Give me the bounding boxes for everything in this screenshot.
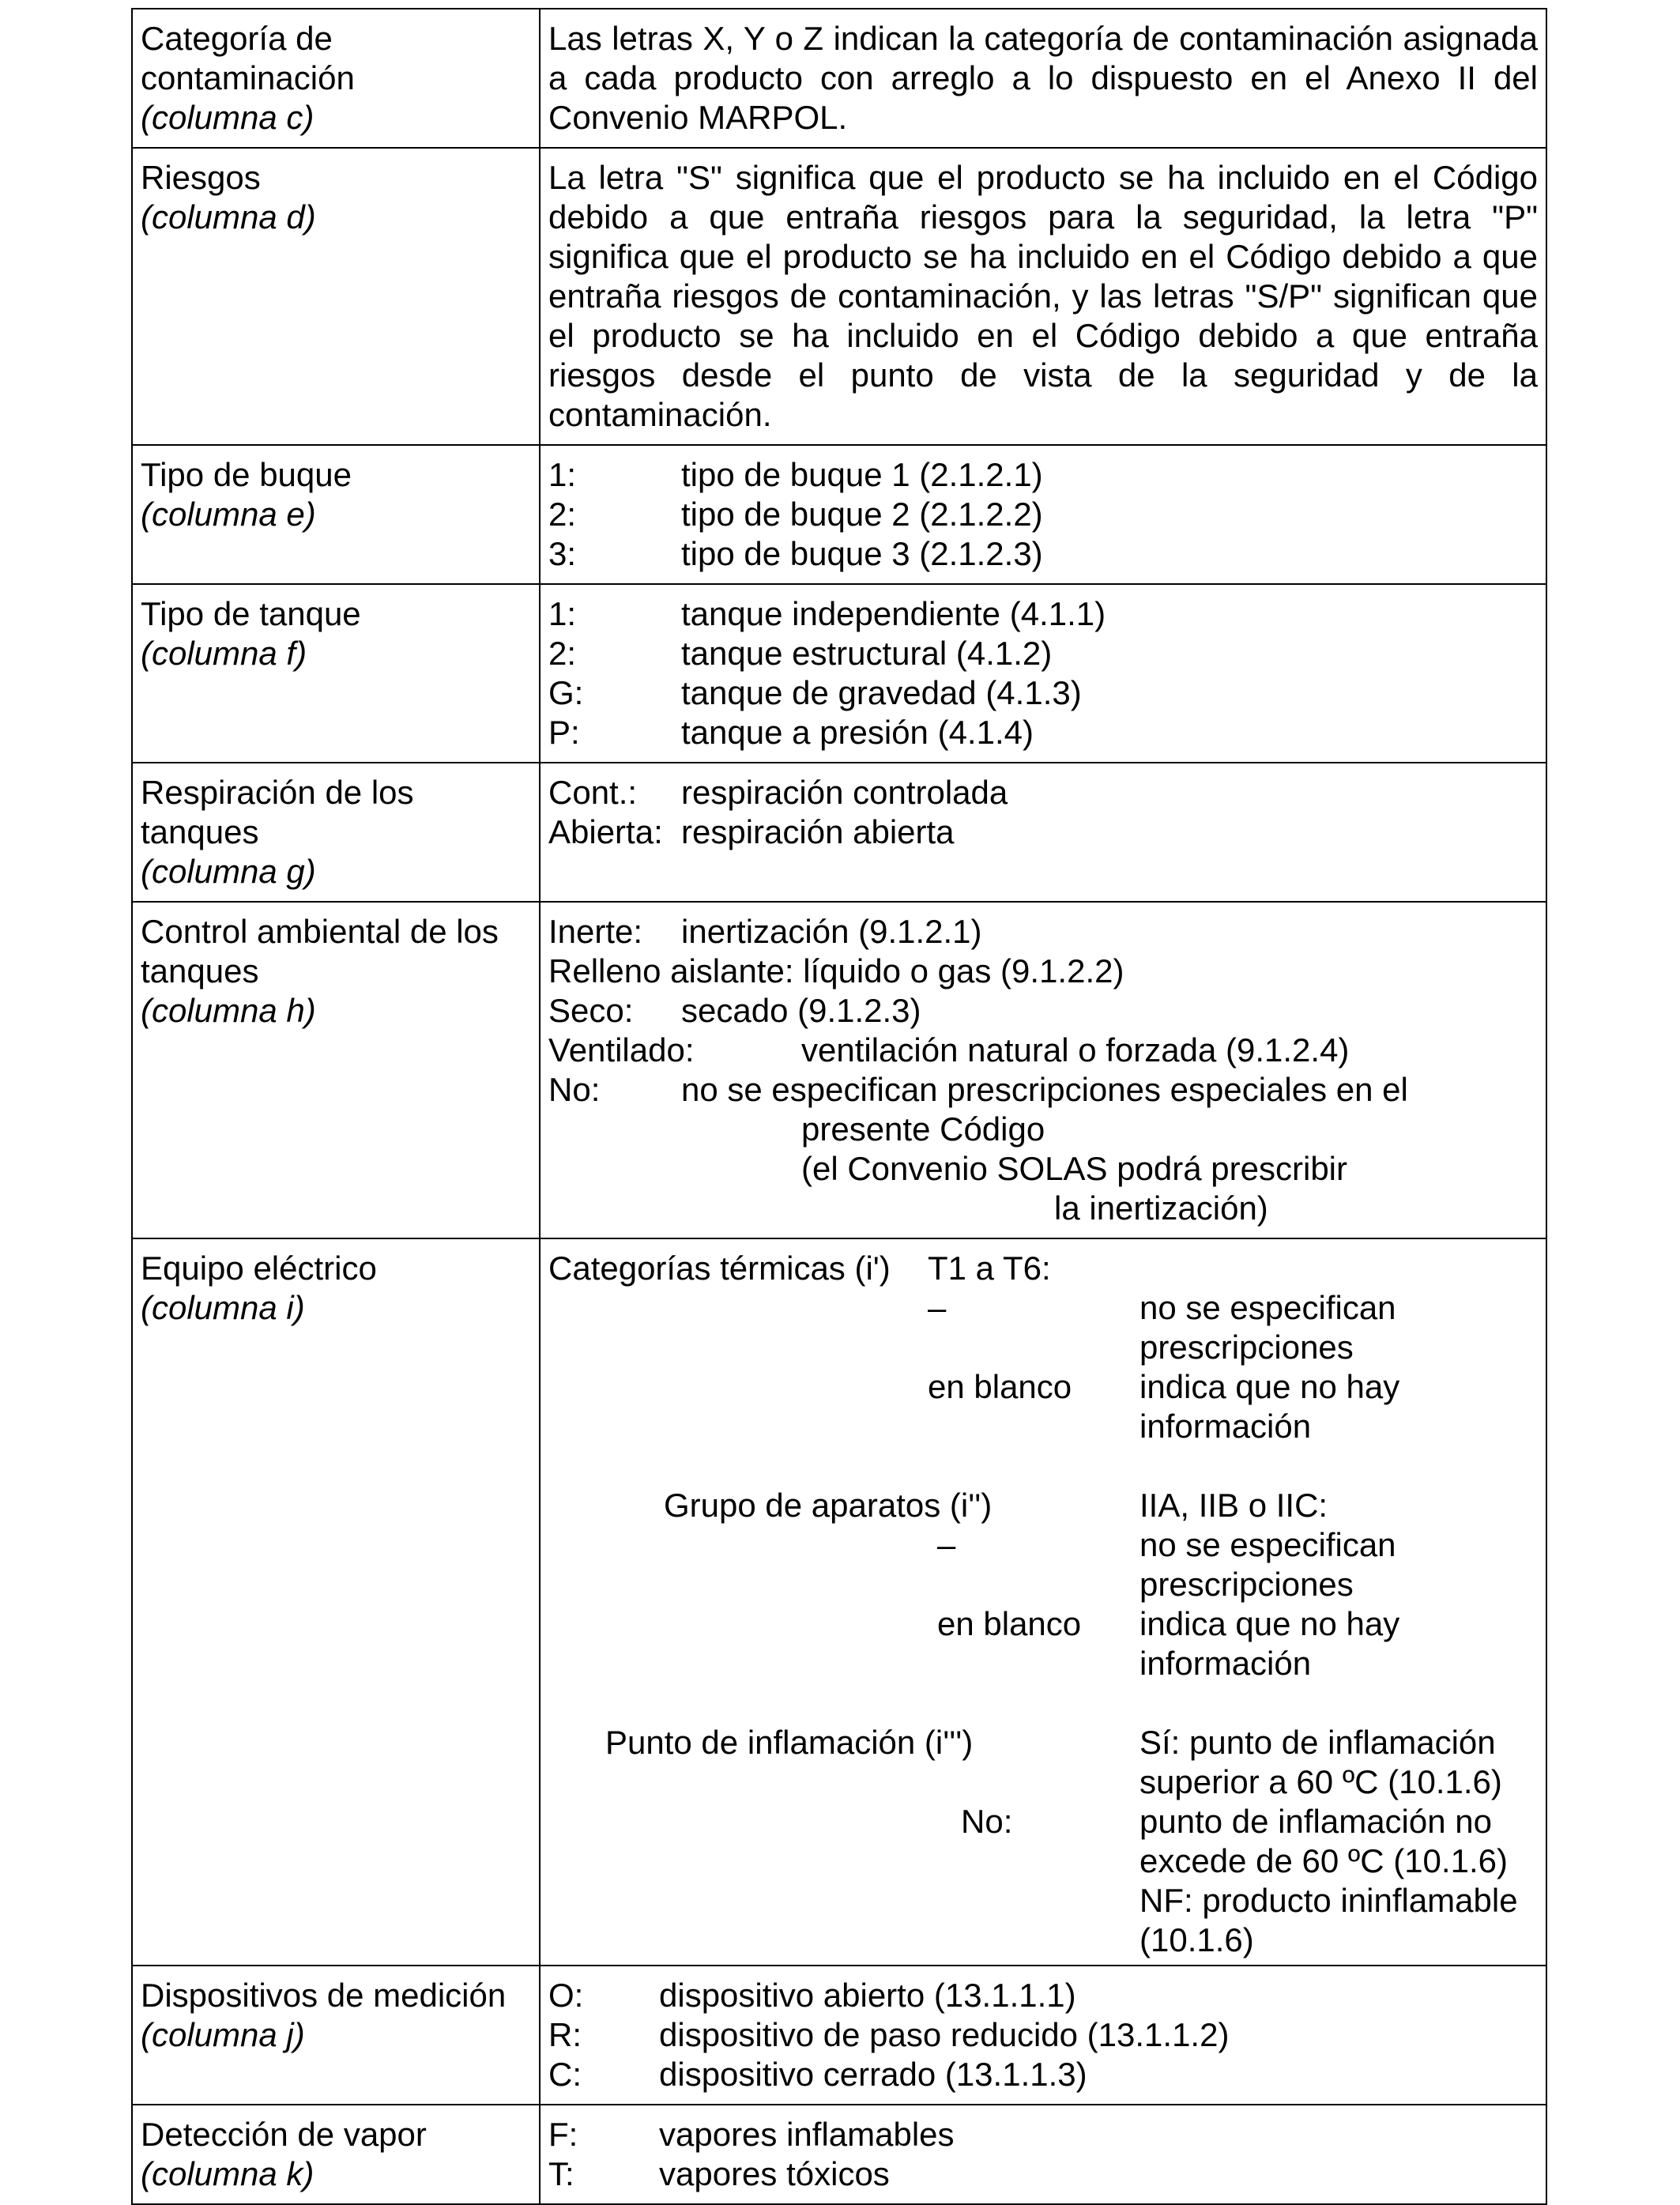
- row-content-cell: [540, 1966, 1546, 2105]
- list-item: [548, 673, 1538, 713]
- row-column-ref: (columna e): [141, 496, 316, 533]
- row-content-cell: [540, 584, 1546, 763]
- item-continuation: (el Convenio SOLAS podrá prescribir: [801, 1150, 1347, 1187]
- value-text: superior a 60 ºC (10.1.6): [1139, 1763, 1502, 1800]
- row-label-cell: [132, 148, 540, 445]
- list-item: [548, 534, 1538, 574]
- row-label: Dispositivos de medición: [141, 1977, 507, 2014]
- row-column-ref: (columna j): [141, 2016, 305, 2053]
- item-key: 3:: [548, 535, 577, 572]
- row-label: Detección de vapor: [141, 2116, 427, 2153]
- row-column-ref: (columna f): [141, 635, 307, 672]
- dash-key: –: [937, 1526, 956, 1563]
- row-description: Las letras X, Y o Z indican la categoría de contaminación asignada a cada producto con arreglo a lo dispuesto en el Anexo II del Convenio MARPOL.: [548, 20, 1538, 136]
- row-description: La letra "S" significa que el producto se ha incluido en el Código debido a que entraña riesgos para la seguridad, la letra "P" significa que el producto se ha incluido en el Código debido a que entraña riesgos de contaminación, y las letras "S/P" significan que el producto se ha incluido en el Código debido a que entraña riesgos desde el punto de vista de la seguridad y de la contaminación.: [548, 159, 1538, 433]
- item-value: ventilación natural o forzada (9.1.2.4): [801, 1031, 1350, 1069]
- apparatus-group-label: Grupo de aparatos (i''): [664, 1487, 993, 1524]
- item-value: tanque de gravedad (4.1.3): [681, 674, 1082, 711]
- value-text: prescripciones: [1139, 1566, 1354, 1603]
- list-item: [548, 2154, 1538, 2194]
- row-label-cell: [132, 445, 540, 584]
- electrical-equipment-block: [548, 1249, 1538, 1958]
- row-column-ref: (columna i): [141, 1289, 305, 1326]
- row-column-ref: (columna c): [141, 99, 315, 136]
- list-item: [548, 1031, 1538, 1070]
- list-item: [548, 812, 1538, 852]
- table-row: [132, 9, 1546, 148]
- item-key: G:: [548, 674, 584, 711]
- item-key: Abierta:: [548, 813, 663, 850]
- row-column-ref: (columna d): [141, 198, 316, 236]
- item-key: R:: [548, 2016, 582, 2053]
- value-text: excede de 60 ºC (10.1.6): [1139, 1842, 1508, 1879]
- list-item: [548, 2115, 1538, 2154]
- item-key: 1:: [548, 595, 577, 632]
- table-row: [132, 902, 1546, 1238]
- row-content-cell: [540, 148, 1546, 445]
- item-key: Inerte:: [548, 913, 643, 950]
- table-row: [132, 763, 1546, 902]
- row-label-cell: [132, 902, 540, 1238]
- row-column-ref: (columna h): [141, 992, 316, 1029]
- item-value: tanque a presión (4.1.4): [681, 714, 1034, 751]
- value-text: información: [1139, 1645, 1312, 1682]
- value-text: prescripciones: [1139, 1329, 1354, 1366]
- definitions-table: [131, 8, 1547, 2205]
- table-row: [132, 148, 1546, 445]
- list-item: [548, 594, 1538, 634]
- row-label-cell: [132, 2105, 540, 2204]
- table-row: [132, 1238, 1546, 1966]
- item-value: no se especifican prescripciones especiales en el: [681, 1071, 1408, 1108]
- item-value: vapores inflamables: [659, 2116, 955, 2153]
- item-continuation: presente Código: [801, 1110, 1045, 1148]
- row-label: Categoría de contaminación: [141, 20, 355, 96]
- row-content-cell: [540, 445, 1546, 584]
- item-key: O:: [548, 1977, 584, 2014]
- item-value: dispositivo cerrado (13.1.1.3): [659, 2056, 1087, 2093]
- row-label-cell: [132, 584, 540, 763]
- list-item: [548, 991, 1538, 1031]
- item-value: respiración abierta: [681, 813, 955, 850]
- list-item: [548, 773, 1538, 812]
- item-value: tipo de buque 3 (2.1.2.3): [681, 535, 1043, 572]
- value-text: no se especifican: [1139, 1289, 1396, 1326]
- item-key: F:: [548, 2116, 578, 2153]
- item-continuation: la inertización): [1054, 1189, 1268, 1227]
- blank-key: en blanco: [928, 1368, 1072, 1405]
- table-row: [132, 445, 1546, 584]
- item-value: tanque independiente (4.1.1): [681, 595, 1106, 632]
- value-text: punto de inflamación no: [1139, 1803, 1492, 1840]
- item-key: Cont.:: [548, 774, 638, 811]
- table-row: [132, 1966, 1546, 2105]
- row-label: Riesgos: [141, 159, 261, 196]
- list-item: [548, 912, 1538, 952]
- value-text: indica que no hay: [1139, 1368, 1400, 1405]
- item-key: C:: [548, 2056, 582, 2093]
- row-label-cell: [132, 1966, 540, 2105]
- list-item: [548, 495, 1538, 534]
- row-column-ref: (columna k): [141, 2155, 315, 2192]
- row-label-cell: [132, 9, 540, 148]
- row-label: Equipo eléctrico: [141, 1250, 377, 1287]
- row-label: Respiración de los tanques: [141, 774, 414, 850]
- table-row: [132, 584, 1546, 763]
- list-item: [548, 2055, 1538, 2094]
- list-item: [548, 455, 1538, 495]
- item-key: No:: [548, 1071, 601, 1108]
- item-value: líquido o gas (9.1.2.2): [803, 952, 1124, 989]
- item-value: respiración controlada: [681, 774, 1008, 811]
- item-key: 2:: [548, 496, 577, 533]
- list-item: [548, 713, 1538, 752]
- value-text: Sí: punto de inflamación: [1139, 1724, 1496, 1761]
- list-item: [548, 2015, 1538, 2055]
- apparatus-group-range: IIA, IIB o IIC:: [1139, 1487, 1328, 1524]
- row-content-cell: [540, 902, 1546, 1238]
- row-content-cell: [540, 1238, 1546, 1966]
- item-key: 2:: [548, 635, 577, 672]
- list-item: [548, 1070, 1538, 1110]
- blank-key: en blanco: [937, 1605, 1082, 1642]
- item-key: Seco:: [548, 992, 634, 1029]
- row-label-cell: [132, 1238, 540, 1966]
- item-key: T:: [548, 2155, 574, 2192]
- value-text: (10.1.6): [1139, 1921, 1254, 1958]
- thermal-category-range: T1 a T6:: [928, 1250, 1051, 1287]
- flash-point-label: Punto de inflamación (i'''): [605, 1724, 974, 1761]
- item-key: P:: [548, 714, 580, 751]
- item-key: Ventilado:: [548, 1031, 695, 1069]
- value-text: NF: producto ininflamable: [1139, 1882, 1518, 1919]
- row-content-cell: [540, 9, 1546, 148]
- dash-key: –: [928, 1289, 947, 1326]
- row-column-ref: (columna g): [141, 853, 316, 890]
- value-text: información: [1139, 1408, 1312, 1445]
- value-text: no se especifican: [1139, 1526, 1396, 1563]
- item-key: Relleno aislante:: [548, 952, 794, 989]
- value-text: indica que no hay: [1139, 1605, 1400, 1642]
- no-key: No:: [961, 1803, 1013, 1840]
- list-item: [548, 952, 1538, 991]
- item-value: secado (9.1.2.3): [681, 992, 921, 1029]
- item-value: dispositivo abierto (13.1.1.1): [659, 1977, 1076, 2014]
- item-value: vapores tóxicos: [659, 2155, 890, 2192]
- item-value: inertización (9.1.2.1): [681, 913, 982, 950]
- item-value: tanque estructural (4.1.2): [681, 635, 1053, 672]
- row-label: Tipo de tanque: [141, 595, 361, 632]
- table-row: [132, 2105, 1546, 2204]
- item-key: 1:: [548, 456, 577, 493]
- row-label-cell: [132, 763, 540, 902]
- row-label: Tipo de buque: [141, 456, 352, 493]
- row-label: Control ambiental de los tanques: [141, 913, 499, 989]
- item-value: dispositivo de paso reducido (13.1.1.2): [659, 2016, 1230, 2053]
- list-item: [548, 634, 1538, 673]
- thermal-category-label: Categorías térmicas (i'): [548, 1250, 891, 1287]
- item-value: tipo de buque 1 (2.1.2.1): [681, 456, 1043, 493]
- item-value: tipo de buque 2 (2.1.2.2): [681, 496, 1043, 533]
- row-content-cell: [540, 2105, 1546, 2204]
- list-item: [548, 1976, 1538, 2015]
- row-content-cell: [540, 763, 1546, 902]
